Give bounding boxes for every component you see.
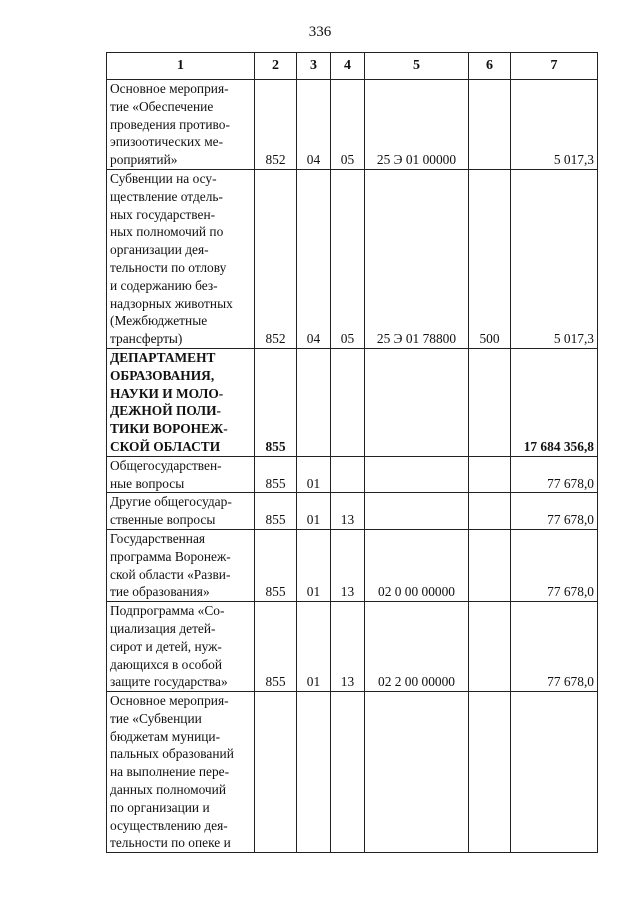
row-subsection — [331, 692, 365, 853]
row-amount: 5 017,3 — [511, 169, 598, 348]
row-amount: 77 678,0 — [511, 456, 598, 493]
row-expense-type — [469, 529, 511, 601]
table-row — [107, 602, 598, 692]
column-header-6: 6 — [469, 53, 511, 80]
row-ministry-code: 855 — [255, 456, 297, 493]
row-target-article — [365, 493, 469, 530]
row-subsection: 05 — [331, 80, 365, 170]
row-target-article: 25 Э 01 78800 — [365, 169, 469, 348]
table-row — [107, 692, 598, 853]
row-section: 01 — [297, 529, 331, 601]
column-header-5: 5 — [365, 53, 469, 80]
row-target-article — [365, 456, 469, 493]
row-subsection: 13 — [331, 493, 365, 530]
row-ministry-code — [255, 692, 297, 853]
row-amount: 77 678,0 — [511, 602, 598, 692]
row-ministry-code: 855 — [255, 529, 297, 601]
row-amount: 5 017,3 — [511, 80, 598, 170]
table-row — [107, 169, 598, 348]
row-section: 01 — [297, 602, 331, 692]
table-header-row — [107, 53, 598, 80]
row-section: 01 — [297, 493, 331, 530]
table-row — [107, 493, 598, 530]
row-subsection: 05 — [331, 169, 365, 348]
row-amount: 17 684 356,8 — [511, 348, 598, 456]
row-ministry-code: 852 — [255, 80, 297, 170]
row-subsection: 13 — [331, 529, 365, 601]
row-section: 01 — [297, 456, 331, 493]
column-header-4: 4 — [331, 53, 365, 80]
row-name: Субвенции на осу- ществление отдель- ных государствен- ных полномочий по организации дея- тельности по отлову и содержанию без- надзорных животных (Межбюджетные трансферты) — [107, 169, 255, 348]
table-row — [107, 348, 598, 456]
row-expense-type — [469, 493, 511, 530]
row-section — [297, 348, 331, 456]
row-target-article: 25 Э 01 00000 — [365, 80, 469, 170]
row-target-article — [365, 692, 469, 853]
row-expense-type: 500 — [469, 169, 511, 348]
budget-table — [106, 52, 598, 853]
row-section: 04 — [297, 80, 331, 170]
row-expense-type — [469, 456, 511, 493]
row-name: Основное мероприя- тие «Субвенции бюджетам муници- пальных образований на выполнение пере- данных полномочий по организации и осуществлению дея- тельности по опеке и — [107, 692, 255, 853]
row-subsection: 13 — [331, 602, 365, 692]
row-ministry-code: 855 — [255, 602, 297, 692]
row-expense-type — [469, 692, 511, 853]
column-header-3: 3 — [297, 53, 331, 80]
row-name: ДЕПАРТАМЕНТ ОБРАЗОВАНИЯ, НАУКИ И МОЛО- ДЕЖНОЙ ПОЛИ- ТИКИ ВОРОНЕЖ- СКОЙ ОБЛАСТИ — [107, 348, 255, 456]
column-header-7: 7 — [511, 53, 598, 80]
row-name: Общегосударствен- ные вопросы — [107, 456, 255, 493]
table-row — [107, 529, 598, 601]
row-amount: 77 678,0 — [511, 493, 598, 530]
row-subsection — [331, 456, 365, 493]
row-target-article — [365, 348, 469, 456]
row-section: 04 — [297, 169, 331, 348]
row-ministry-code: 855 — [255, 493, 297, 530]
row-name: Другие общегосудар- ственные вопросы — [107, 493, 255, 530]
row-name: Подпрограмма «Со- циализация детей- сирот и детей, нуж- дающихся в особой защите государства» — [107, 602, 255, 692]
row-expense-type — [469, 602, 511, 692]
row-expense-type — [469, 80, 511, 170]
row-ministry-code: 852 — [255, 169, 297, 348]
row-subsection — [331, 348, 365, 456]
table-row — [107, 456, 598, 493]
page-number: 336 — [308, 24, 332, 40]
row-target-article: 02 0 00 00000 — [365, 529, 469, 601]
row-target-article: 02 2 00 00000 — [365, 602, 469, 692]
row-expense-type — [469, 348, 511, 456]
column-header-1: 1 — [107, 53, 255, 80]
table-row — [107, 80, 598, 170]
row-name: Государственная программа Воронеж- ской области «Разви- тие образования» — [107, 529, 255, 601]
row-amount — [511, 692, 598, 853]
row-ministry-code: 855 — [255, 348, 297, 456]
table-body — [107, 80, 598, 853]
row-amount: 77 678,0 — [511, 529, 598, 601]
row-section — [297, 692, 331, 853]
column-header-2: 2 — [255, 53, 297, 80]
row-name: Основное мероприя- тие «Обеспечение проведения противо- эпизоотических ме- роприятий» — [107, 80, 255, 170]
